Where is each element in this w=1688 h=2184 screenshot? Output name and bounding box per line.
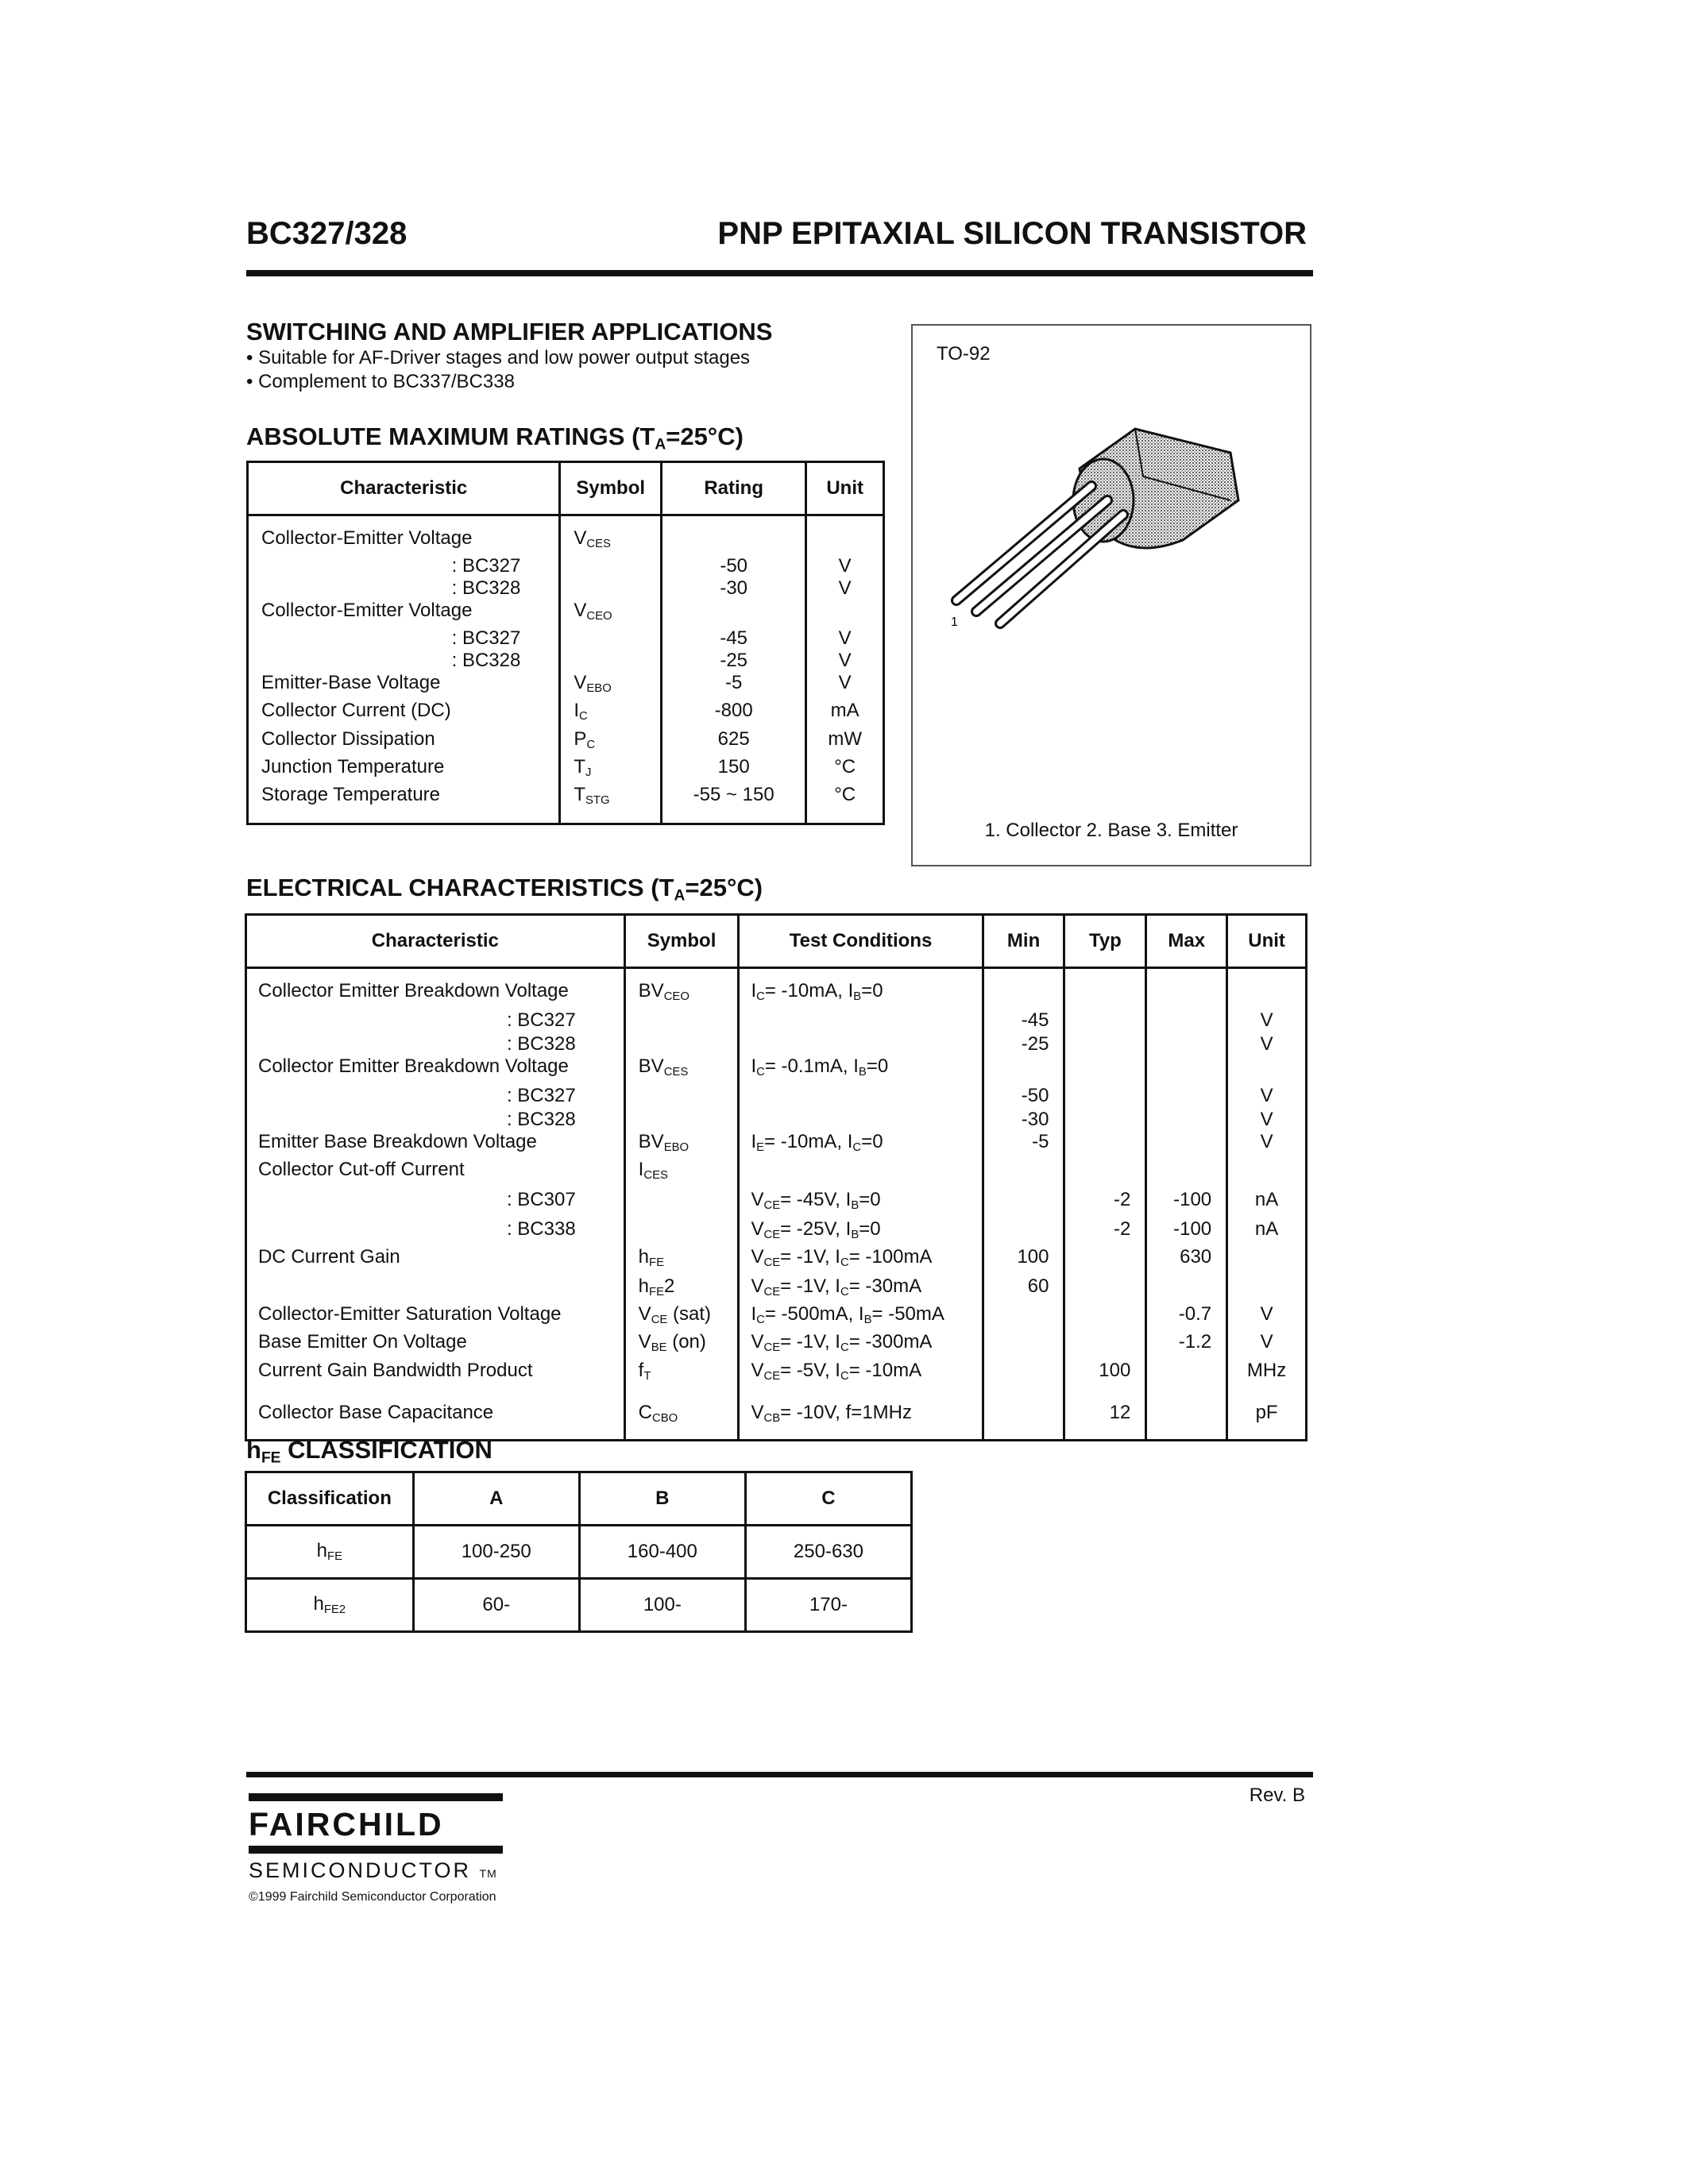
abs-row <box>248 784 884 812</box>
elec-min <box>983 1159 1064 1187</box>
abs-header-characteristic: Characteristic <box>248 462 560 515</box>
abs-unit <box>806 527 884 555</box>
elec-typ <box>1064 1008 1146 1032</box>
elec-min <box>983 1402 1064 1430</box>
elec-unit: V <box>1227 1303 1307 1331</box>
elec-max <box>1146 1055 1227 1083</box>
revision: Rev. B <box>1249 1785 1305 1806</box>
abs-unit: V <box>806 650 884 672</box>
pin-1-marker: 1 <box>951 615 958 629</box>
elec-symbol <box>624 1187 739 1217</box>
abs-symbol <box>560 555 662 577</box>
elec-characteristic <box>246 1274 625 1303</box>
elec-unit: nA <box>1227 1187 1307 1217</box>
elec-symbol <box>624 1008 739 1032</box>
elec-row <box>246 1083 1307 1107</box>
hfe-row-label: $h_{FE2}$ <box>246 1579 414 1632</box>
abs-unit: V <box>806 627 884 650</box>
elec-test-conditions: $V_{CB}= -10V$, f=1MHz <box>739 1402 983 1430</box>
elec-typ: -2 <box>1064 1187 1146 1217</box>
elec-min: 60 <box>983 1274 1064 1303</box>
footer-rule <box>246 1772 1313 1777</box>
elec-min <box>983 1187 1064 1217</box>
elec-min <box>983 1331 1064 1359</box>
elec-row <box>246 1131 1307 1159</box>
logo-bar-bottom <box>249 1846 503 1854</box>
elec-max <box>1146 980 1227 1008</box>
abs-characteristic: : BC328 <box>248 650 560 672</box>
package-pinout: 1. Collector 2. Base 3. Emitter <box>984 820 1238 841</box>
elec-header-characteristic: Characteristic <box>246 915 625 968</box>
elec-characteristic: Collector Base Capacitance <box>246 1402 625 1430</box>
elec-min <box>983 1055 1064 1083</box>
document-title: PNP EPITAXIAL SILICON TRANSISTOR <box>717 216 1307 251</box>
elec-row <box>246 1187 1307 1217</box>
abs-rating: -5 <box>662 672 806 700</box>
elec-test-conditions: $I_C= -10mA$, $I_B=0$ <box>739 980 983 1008</box>
elec-table <box>245 913 1308 1441</box>
elec-max <box>1146 1107 1227 1131</box>
elec-test-conditions <box>739 1032 983 1055</box>
elec-test-conditions: $V_{CE}= -1V$, $I_C= -300mA$ <box>739 1331 983 1359</box>
abs-rating: -30 <box>662 577 806 600</box>
abs-unit: V <box>806 555 884 577</box>
elec-characteristic: : BC328 <box>246 1032 625 1055</box>
elec-symbol: $h_{FE}$ <box>624 1246 739 1274</box>
abs-characteristic: : BC328 <box>248 577 560 600</box>
package-box <box>911 324 1311 866</box>
elec-symbol: $BV_{CEO}$ <box>624 980 739 1008</box>
abs-row <box>248 577 884 600</box>
elec-symbol: $I_{CES}$ <box>624 1159 739 1187</box>
elec-symbol: $V_{CE}$ (sat) <box>624 1303 739 1331</box>
elec-symbol: $V_{BE}$ (on) <box>624 1331 739 1359</box>
elec-min: -45 <box>983 1008 1064 1032</box>
elec-row <box>246 1360 1307 1387</box>
elec-typ <box>1064 1032 1146 1055</box>
abs-characteristic: Collector-Emitter Voltage <box>248 600 560 627</box>
elec-unit <box>1227 1159 1307 1187</box>
elec-min: -25 <box>983 1032 1064 1055</box>
elec-typ <box>1064 1303 1146 1331</box>
abs-symbol: $P_C$ <box>560 728 662 756</box>
elec-characteristic: Collector Emitter Breakdown Voltage <box>246 1055 625 1083</box>
elec-min: -30 <box>983 1107 1064 1131</box>
elec-symbol: $f_T$ <box>624 1360 739 1387</box>
abs-row <box>248 600 884 627</box>
elec-test-conditions <box>739 1083 983 1107</box>
abs-unit: mW <box>806 728 884 756</box>
hfe-value: 250-630 <box>745 1526 911 1579</box>
elec-typ <box>1064 980 1146 1008</box>
elec-characteristic: Base Emitter On Voltage <box>246 1331 625 1359</box>
hfe-value: 170- <box>745 1579 911 1632</box>
elec-row <box>246 1217 1307 1246</box>
elec-unit <box>1227 1055 1307 1083</box>
elec-symbol <box>624 1217 739 1246</box>
abs-row <box>248 728 884 756</box>
elec-characteristic: : BC327 <box>246 1008 625 1032</box>
abs-max-title: ABSOLUTE MAXIMUM RATINGS $(T_A=25^\circ C)$ <box>246 423 744 453</box>
abs-symbol: $T_J$ <box>560 756 662 784</box>
package-name: TO-92 <box>937 343 991 365</box>
elec-test-conditions <box>739 1159 983 1187</box>
hfe-value: 100-250 <box>413 1526 579 1579</box>
hfe-header-b: B <box>579 1472 745 1526</box>
elec-symbol: $BV_{CES}$ <box>624 1055 739 1083</box>
abs-characteristic: : BC327 <box>248 627 560 650</box>
elec-min <box>983 1217 1064 1246</box>
hfe-title: $h_{FE}$ CLASSIFICATION <box>246 1436 492 1467</box>
logo-bar-top <box>249 1793 503 1801</box>
elec-header-unit: Unit <box>1227 915 1307 968</box>
header-rule <box>246 270 1313 276</box>
logo-semiconductor: SEMICONDUCTOR TM <box>249 1858 497 1882</box>
elec-test-conditions: $V_{CE}= -45V$, $I_B=0$ <box>739 1187 983 1217</box>
hfe-table <box>245 1471 913 1633</box>
elec-symbol <box>624 1083 739 1107</box>
elec-max <box>1146 1131 1227 1159</box>
abs-row <box>248 527 884 555</box>
abs-row <box>248 756 884 784</box>
elec-header-max: Max <box>1146 915 1227 968</box>
abs-row <box>248 672 884 700</box>
hfe-header-classification: Classification <box>246 1472 414 1526</box>
abs-symbol: $V_{EBO}$ <box>560 672 662 700</box>
elec-symbol: $h_{FE}2$ <box>624 1274 739 1303</box>
elec-max <box>1146 1008 1227 1032</box>
elec-typ <box>1064 1131 1146 1159</box>
elec-test-conditions: $V_{CE}= -5V$, $I_C= -10mA$ <box>739 1360 983 1387</box>
elec-row <box>246 1331 1307 1359</box>
elec-max <box>1146 1032 1227 1055</box>
abs-characteristic: Collector-Emitter Voltage <box>248 527 560 555</box>
hfe-row-label: $h_{FE}$ <box>246 1526 414 1579</box>
elec-row <box>246 980 1307 1008</box>
elec-unit: V <box>1227 1032 1307 1055</box>
elec-min <box>983 980 1064 1008</box>
abs-rating: -800 <box>662 700 806 727</box>
elec-row <box>246 1008 1307 1032</box>
elec-header-typ: Typ <box>1064 915 1146 968</box>
abs-rating: -45 <box>662 627 806 650</box>
elec-unit: V <box>1227 1008 1307 1032</box>
abs-characteristic: Emitter-Base Voltage <box>248 672 560 700</box>
hfe-header-a: A <box>413 1472 579 1526</box>
elec-row <box>246 1274 1307 1303</box>
abs-symbol <box>560 627 662 650</box>
abs-rating: -55 ~ 150 <box>662 784 806 812</box>
to92-drawing <box>944 421 1278 659</box>
elec-row <box>246 1159 1307 1187</box>
elec-typ <box>1064 1246 1146 1274</box>
abs-symbol: $I_C$ <box>560 700 662 727</box>
elec-characteristic: Collector-Emitter Saturation Voltage <box>246 1303 625 1331</box>
elec-characteristic: : BC328 <box>246 1107 625 1131</box>
elec-symbol <box>624 1107 739 1131</box>
elec-unit: V <box>1227 1131 1307 1159</box>
elec-row <box>246 1303 1307 1331</box>
hfe-value: 60- <box>413 1579 579 1632</box>
abs-row <box>248 627 884 650</box>
elec-typ <box>1064 1083 1146 1107</box>
elec-max: 630 <box>1146 1246 1227 1274</box>
elec-characteristic: Collector Cut-off Current <box>246 1159 625 1187</box>
elec-symbol: $C_{CBO}$ <box>624 1402 739 1430</box>
elec-characteristic: : BC307 <box>246 1187 625 1217</box>
abs-unit: °C <box>806 756 884 784</box>
elec-characteristic: Collector Emitter Breakdown Voltage <box>246 980 625 1008</box>
hfe-row <box>246 1579 912 1632</box>
logo-fairchild: FAIRCHILD <box>249 1806 444 1843</box>
abs-symbol: $T_{STG}$ <box>560 784 662 812</box>
elec-test-conditions: $V_{CE}= -1V$, $I_C= -30mA$ <box>739 1274 983 1303</box>
elec-row <box>246 1107 1307 1131</box>
elec-max: -0.7 <box>1146 1303 1227 1331</box>
elec-unit: V <box>1227 1083 1307 1107</box>
elec-title: ELECTRICAL CHARACTERISTICS $(T_A=25^\circ C)$ <box>246 874 763 905</box>
elec-typ <box>1064 1107 1146 1131</box>
copyright: ©1999 Fairchild Semiconductor Corporation <box>249 1890 496 1904</box>
hfe-value: 100- <box>579 1579 745 1632</box>
abs-characteristic: Collector Current (DC) <box>248 700 560 727</box>
elec-test-conditions: $V_{CE}= -1V$, $I_C= -100mA$ <box>739 1246 983 1274</box>
elec-row <box>246 1055 1307 1083</box>
abs-header-symbol: Symbol <box>560 462 662 515</box>
elec-typ <box>1064 1331 1146 1359</box>
abs-characteristic: Storage Temperature <box>248 784 560 812</box>
elec-test-conditions <box>739 1008 983 1032</box>
abs-header-rating: Rating <box>662 462 806 515</box>
elec-typ: 100 <box>1064 1360 1146 1387</box>
applications-bullet-2: • Complement to BC337/BC338 <box>246 371 515 392</box>
elec-unit: MHz <box>1227 1360 1307 1387</box>
elec-typ <box>1064 1274 1146 1303</box>
abs-unit: V <box>806 672 884 700</box>
abs-rating: -50 <box>662 555 806 577</box>
hfe-header-c: C <box>745 1472 911 1526</box>
elec-max: -100 <box>1146 1187 1227 1217</box>
elec-typ <box>1064 1055 1146 1083</box>
elec-typ: -2 <box>1064 1217 1146 1246</box>
elec-max: -100 <box>1146 1217 1227 1246</box>
abs-row <box>248 650 884 672</box>
elec-characteristic: DC Current Gain <box>246 1246 625 1274</box>
elec-min: -5 <box>983 1131 1064 1159</box>
applications-bullet-1: • Suitable for AF-Driver stages and low power output stages <box>246 347 751 369</box>
elec-typ: 12 <box>1064 1402 1146 1430</box>
elec-row <box>246 1246 1307 1274</box>
abs-rating: 625 <box>662 728 806 756</box>
elec-symbol: $BV_{EBO}$ <box>624 1131 739 1159</box>
abs-unit: V <box>806 577 884 600</box>
abs-unit <box>806 600 884 627</box>
elec-header-test-conditions: Test Conditions <box>739 915 983 968</box>
elec-test-conditions: $I_C= -500mA$, $I_B= -50mA$ <box>739 1303 983 1331</box>
abs-header-unit: Unit <box>806 462 884 515</box>
elec-header-min: Min <box>983 915 1064 968</box>
elec-min <box>983 1360 1064 1387</box>
abs-row <box>248 700 884 727</box>
elec-max <box>1146 1159 1227 1187</box>
hfe-row <box>246 1526 912 1579</box>
elec-max <box>1146 1360 1227 1387</box>
abs-symbol: $V_{CES}$ <box>560 527 662 555</box>
abs-row <box>248 555 884 577</box>
elec-unit: nA <box>1227 1217 1307 1246</box>
elec-min: 100 <box>983 1246 1064 1274</box>
elec-characteristic: Current Gain Bandwidth Product <box>246 1360 625 1387</box>
abs-unit: mA <box>806 700 884 727</box>
elec-min: -50 <box>983 1083 1064 1107</box>
elec-unit: V <box>1227 1331 1307 1359</box>
elec-min <box>983 1303 1064 1331</box>
elec-max: -1.2 <box>1146 1331 1227 1359</box>
elec-test-conditions: $I_E= -10mA$, $I_C=0$ <box>739 1131 983 1159</box>
applications-title: SWITCHING AND AMPLIFIER APPLICATIONS <box>246 318 773 345</box>
elec-characteristic: : BC338 <box>246 1217 625 1246</box>
abs-rating <box>662 527 806 555</box>
elec-unit: pF <box>1227 1402 1307 1430</box>
abs-max-table <box>246 461 885 825</box>
abs-characteristic: Collector Dissipation <box>248 728 560 756</box>
elec-row <box>246 1032 1307 1055</box>
elec-max <box>1146 1402 1227 1430</box>
elec-header-symbol: Symbol <box>624 915 739 968</box>
abs-characteristic: : BC327 <box>248 555 560 577</box>
abs-rating: -25 <box>662 650 806 672</box>
abs-symbol: $V_{CEO}$ <box>560 600 662 627</box>
elec-typ <box>1064 1159 1146 1187</box>
elec-max <box>1146 1274 1227 1303</box>
elec-test-conditions <box>739 1107 983 1131</box>
elec-max <box>1146 1083 1227 1107</box>
abs-rating: 150 <box>662 756 806 784</box>
abs-characteristic: Junction Temperature <box>248 756 560 784</box>
elec-test-conditions: $I_C= -0.1mA$, $I_B=0$ <box>739 1055 983 1083</box>
elec-unit: V <box>1227 1107 1307 1131</box>
abs-rating <box>662 600 806 627</box>
elec-symbol <box>624 1032 739 1055</box>
part-number: BC327/328 <box>246 216 408 251</box>
elec-characteristic: Emitter Base Breakdown Voltage <box>246 1131 625 1159</box>
hfe-value: 160-400 <box>579 1526 745 1579</box>
elec-test-conditions: $V_{CE}= -25V$, $I_B=0$ <box>739 1217 983 1246</box>
elec-unit <box>1227 1246 1307 1274</box>
elec-row <box>246 1402 1307 1430</box>
abs-unit: °C <box>806 784 884 812</box>
abs-symbol <box>560 577 662 600</box>
elec-unit <box>1227 1274 1307 1303</box>
elec-unit <box>1227 980 1307 1008</box>
abs-symbol <box>560 650 662 672</box>
elec-characteristic: : BC327 <box>246 1083 625 1107</box>
